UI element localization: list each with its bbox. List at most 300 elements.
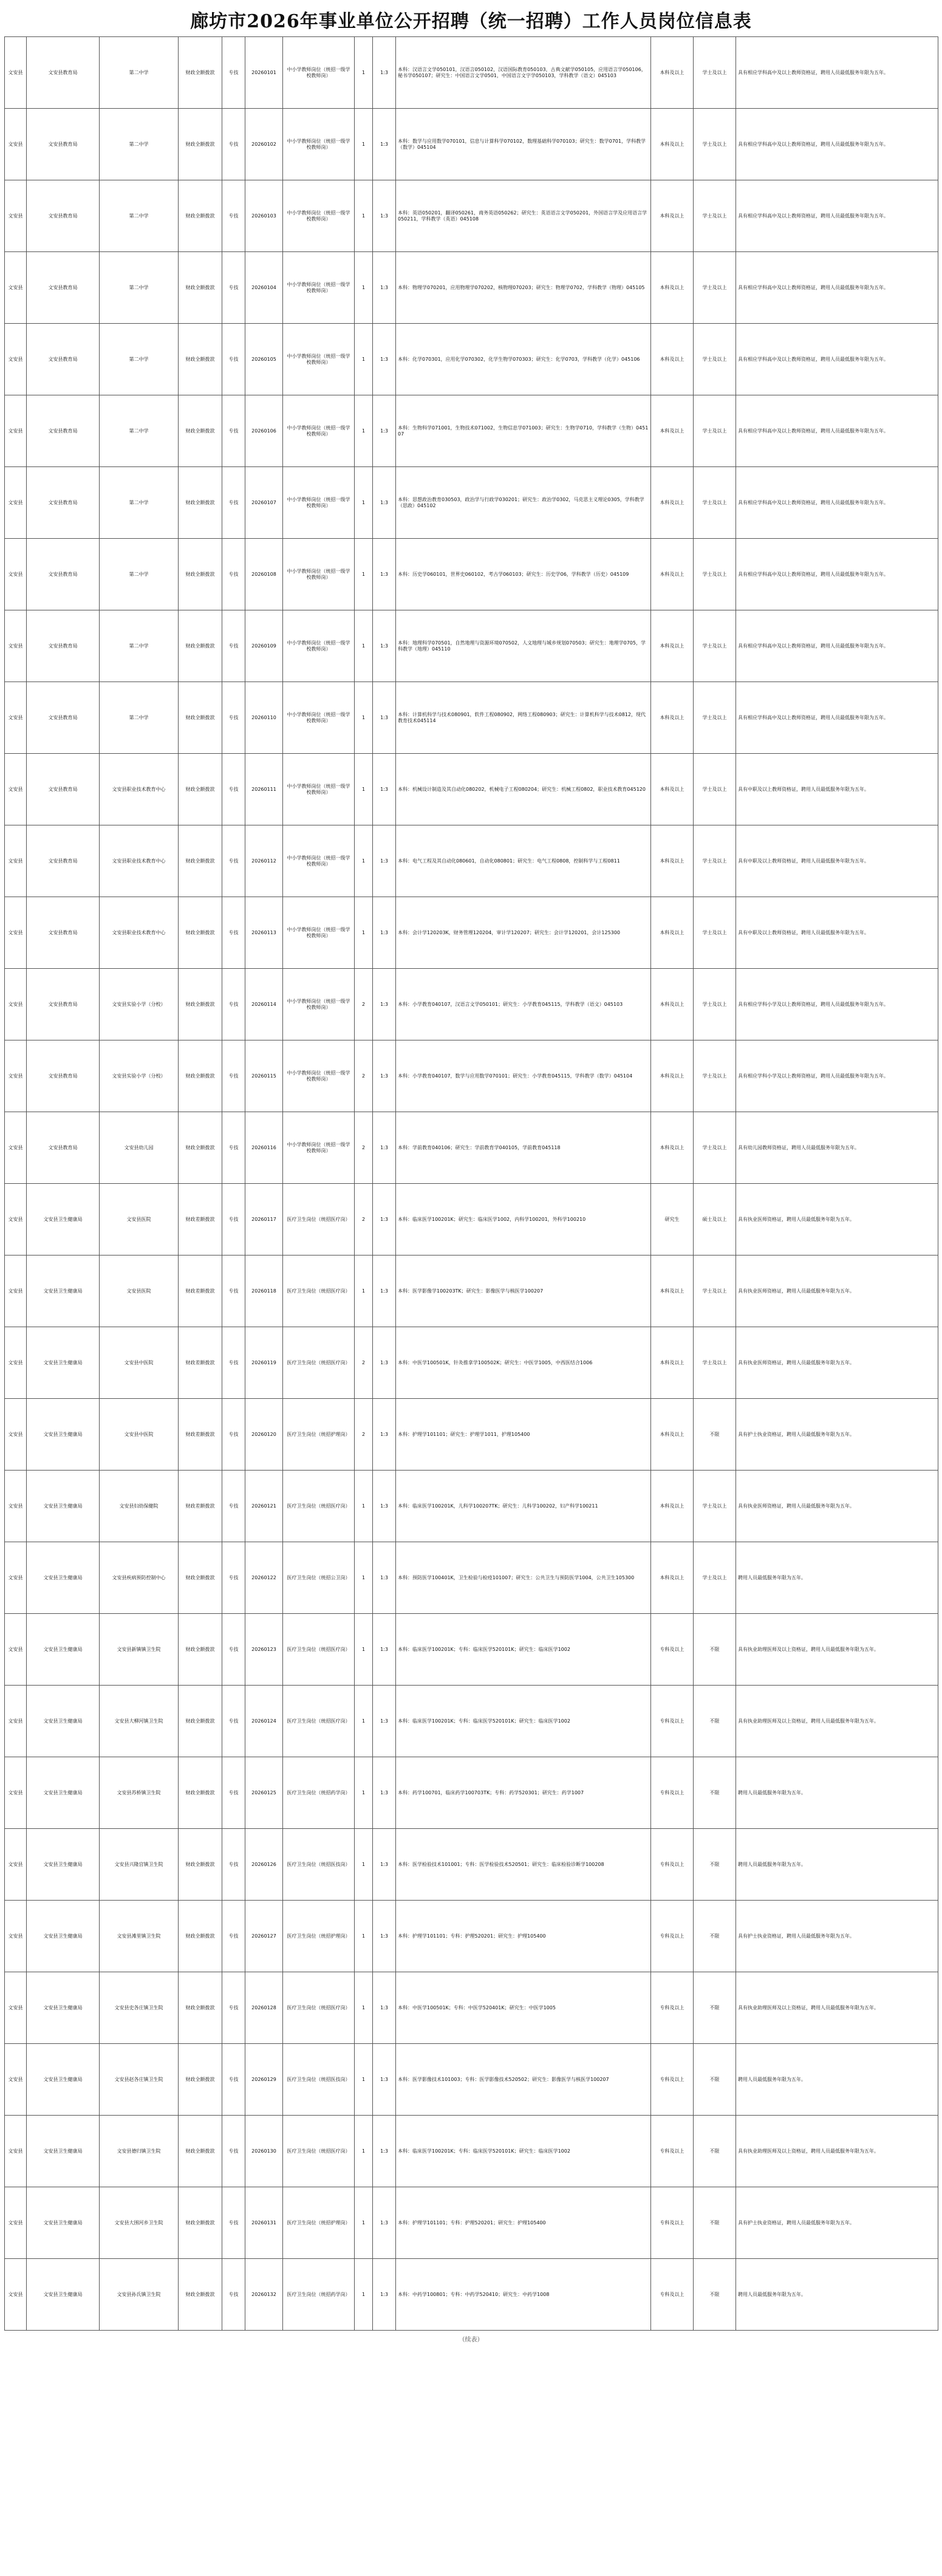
county-cell: 文安县 <box>5 969 27 1040</box>
funding-type-cell: 财政全额拨款 <box>179 897 222 969</box>
department-cell: 文安县教育局 <box>27 539 100 610</box>
unit-cell: 文安县中医院 <box>100 1399 179 1471</box>
post-type-cell: 专技 <box>222 395 245 467</box>
degree-cell: 不限 <box>694 1614 736 1686</box>
table-row <box>5 1542 938 1614</box>
education-cell: 本科及以上 <box>651 1256 694 1327</box>
post-code-cell: 20260107 <box>245 467 283 539</box>
other-requirements-cell: 具有中职及以上教师资格证，聘用人员最低服务年限为五年。 <box>736 897 938 969</box>
degree-cell: 学士及以上 <box>694 754 736 825</box>
post-category-cell: 医疗卫生岗位（统招公卫岗） <box>283 1542 355 1614</box>
unit-cell: 文安县德归镇卫生院 <box>100 2116 179 2187</box>
funding-type-cell: 财政全额拨款 <box>179 2187 222 2259</box>
education-cell: 本科及以上 <box>651 1112 694 1184</box>
funding-type-cell: 财政全额拨款 <box>179 2116 222 2187</box>
table-row <box>5 1327 938 1399</box>
funding-type-cell: 财政全额拨款 <box>179 1686 222 1757</box>
department-cell: 文安县教育局 <box>27 109 100 180</box>
post-code-cell: 20260119 <box>245 1327 283 1399</box>
table-row <box>5 1471 938 1542</box>
post-code-cell: 20260112 <box>245 825 283 897</box>
unit-cell: 文安县实验小学（分校） <box>100 969 179 1040</box>
county-cell: 文安县 <box>5 1399 27 1471</box>
other-requirements-cell: 具有相应学科高中及以上教师资格证，聘用人员最低服务年限为五年。 <box>736 395 938 467</box>
table-row <box>5 825 938 897</box>
post-type-cell: 专技 <box>222 467 245 539</box>
unit-cell: 文安县滩里镇卫生院 <box>100 1901 179 1972</box>
education-cell: 本科及以上 <box>651 897 694 969</box>
county-cell: 文安县 <box>5 2044 27 2116</box>
education-cell: 本科及以上 <box>651 1399 694 1471</box>
unit-cell: 第二中学 <box>100 109 179 180</box>
education-cell: 专科及以上 <box>651 2044 694 2116</box>
department-cell: 文安县教育局 <box>27 754 100 825</box>
post-category-cell: 中小学教师岗位（统招一级学校教师岗） <box>283 539 355 610</box>
department-cell: 文安县教育局 <box>27 1112 100 1184</box>
education-cell: 本科及以上 <box>651 682 694 754</box>
funding-type-cell: 财政全额拨款 <box>179 324 222 395</box>
major-requirement-cell: 本科：计算机科学与技术080901，软件工程080902，网络工程080903；研究生：计算机科学与技术0812，现代教育技术045114 <box>396 682 651 754</box>
post-code-cell: 20260123 <box>245 1614 283 1686</box>
unit-cell: 文安县医院 <box>100 1184 179 1256</box>
post-code-cell: 20260115 <box>245 1040 283 1112</box>
degree-cell: 学士及以上 <box>694 1327 736 1399</box>
unit-cell: 文安县赵各庄镇卫生院 <box>100 2044 179 2116</box>
county-cell: 文安县 <box>5 2187 27 2259</box>
ratio-cell: 1:3 <box>373 1542 396 1614</box>
post-category-cell: 中小学教师岗位（统招一级学校教师岗） <box>283 610 355 682</box>
headcount-cell: 1 <box>355 180 373 252</box>
degree-cell: 学士及以上 <box>694 467 736 539</box>
table-row <box>5 897 938 969</box>
post-type-cell: 专技 <box>222 324 245 395</box>
ratio-cell: 1:3 <box>373 754 396 825</box>
major-requirement-cell: 本科：物理学070201，应用物理学070202，核物理070203；研究生：物理学0702，学科教学（物理）045105 <box>396 252 651 324</box>
ratio-cell: 1:3 <box>373 467 396 539</box>
major-requirement-cell: 本科：学前教育040106；研究生：学前教育学040105，学前教育045118 <box>396 1112 651 1184</box>
other-requirements-cell: 具有幼儿园教师资格证，聘用人员最低服务年限为五年。 <box>736 1112 938 1184</box>
table-row <box>5 2187 938 2259</box>
table-row <box>5 2259 938 2331</box>
county-cell: 文安县 <box>5 324 27 395</box>
major-requirement-cell: 本科：汉语言文学050101，汉语言050102，汉语国际教育050103，古典文献学050105，应用语言学050106，秘书学050107；研究生：中国语言文学0501，中国语言文字学050103，学科教学（语文）045103 <box>396 37 651 109</box>
post-category-cell: 医疗卫生岗位（统招医疗岗） <box>283 1327 355 1399</box>
education-cell: 研究生 <box>651 1184 694 1256</box>
county-cell: 文安县 <box>5 180 27 252</box>
education-cell: 本科及以上 <box>651 37 694 109</box>
post-category-cell: 中小学教师岗位（统招一级学校教师岗） <box>283 754 355 825</box>
unit-cell: 文安县职业技术教育中心 <box>100 754 179 825</box>
degree-cell: 学士及以上 <box>694 1112 736 1184</box>
other-requirements-cell: 具有相应学科小学及以上教师资格证，聘用人员最低服务年限为五年。 <box>736 969 938 1040</box>
unit-cell: 第二中学 <box>100 467 179 539</box>
post-category-cell: 中小学教师岗位（统招一级学校教师岗） <box>283 1112 355 1184</box>
funding-type-cell: 财政全额拨款 <box>179 610 222 682</box>
table-row <box>5 1112 938 1184</box>
post-category-cell: 医疗卫生岗位（统招护理岗） <box>283 1399 355 1471</box>
headcount-cell: 1 <box>355 37 373 109</box>
major-requirement-cell: 本科：生物科学071001，生物技术071002，生物信息学071003；研究生：生物学0710，学科教学（生物）045107 <box>396 395 651 467</box>
unit-cell: 第二中学 <box>100 252 179 324</box>
table-row <box>5 467 938 539</box>
post-category-cell: 中小学教师岗位（统招一级学校教师岗） <box>283 252 355 324</box>
degree-cell: 不限 <box>694 1829 736 1901</box>
department-cell: 文安县教育局 <box>27 825 100 897</box>
county-cell: 文安县 <box>5 539 27 610</box>
major-requirement-cell: 本科：医学影像学100203TK；研究生：影像医学与核医学100207 <box>396 1256 651 1327</box>
county-cell: 文安县 <box>5 252 27 324</box>
degree-cell: 学士及以上 <box>694 1471 736 1542</box>
post-type-cell: 专技 <box>222 1972 245 2044</box>
table-row <box>5 1184 938 1256</box>
other-requirements-cell: 具有相应学科高中及以上教师资格证，聘用人员最低服务年限为五年。 <box>736 467 938 539</box>
ratio-cell: 1:3 <box>373 1471 396 1542</box>
county-cell: 文安县 <box>5 1972 27 2044</box>
post-code-cell: 20260108 <box>245 539 283 610</box>
funding-type-cell: 财政全额拨款 <box>179 1542 222 1614</box>
table-row <box>5 180 938 252</box>
post-type-cell: 专技 <box>222 1040 245 1112</box>
education-cell: 专科及以上 <box>651 2187 694 2259</box>
degree-cell: 不限 <box>694 2259 736 2331</box>
department-cell: 文安县教育局 <box>27 324 100 395</box>
post-type-cell: 专技 <box>222 825 245 897</box>
post-category-cell: 医疗卫生岗位（统招药学岗） <box>283 1757 355 1829</box>
post-category-cell: 中小学教师岗位（统招一级学校教师岗） <box>283 324 355 395</box>
post-type-cell: 专技 <box>222 1327 245 1399</box>
post-type-cell: 专技 <box>222 1471 245 1542</box>
post-code-cell: 20260102 <box>245 109 283 180</box>
headcount-cell: 1 <box>355 395 373 467</box>
ratio-cell: 1:3 <box>373 682 396 754</box>
degree-cell: 学士及以上 <box>694 825 736 897</box>
table-row <box>5 1256 938 1327</box>
county-cell: 文安县 <box>5 1542 27 1614</box>
degree-cell: 学士及以上 <box>694 37 736 109</box>
degree-cell: 学士及以上 <box>694 610 736 682</box>
major-requirement-cell: 本科：医学影像技术101003；专科：医学影像技术520502；研究生：影像医学与核医学100207 <box>396 2044 651 2116</box>
county-cell: 文安县 <box>5 37 27 109</box>
department-cell: 文安县卫生健康局 <box>27 1542 100 1614</box>
other-requirements-cell: 具有执业助理医师及以上资格证，聘用人员最低服务年限为五年。 <box>736 1972 938 2044</box>
funding-type-cell: 财政全额拨款 <box>179 2259 222 2331</box>
major-requirement-cell: 本科：英语050201，翻译050261，商务英语050262；研究生：英语语言文学050201，外国语言学及应用语言学050211，学科教学（英语）045108 <box>396 180 651 252</box>
degree-cell: 不限 <box>694 1901 736 1972</box>
other-requirements-cell: 具有护士执业资格证，聘用人员最低服务年限为五年。 <box>736 1399 938 1471</box>
post-type-cell: 专技 <box>222 539 245 610</box>
post-code-cell: 20260105 <box>245 324 283 395</box>
county-cell: 文安县 <box>5 1112 27 1184</box>
post-type-cell: 专技 <box>222 1686 245 1757</box>
county-cell: 文安县 <box>5 1614 27 1686</box>
headcount-cell: 1 <box>355 610 373 682</box>
funding-type-cell: 财政全额拨款 <box>179 37 222 109</box>
major-requirement-cell: 本科：药学100701，临床药学100703TK；专科：药学520301；研究生：药学1007 <box>396 1757 651 1829</box>
table-row <box>5 610 938 682</box>
unit-cell: 文安县大围河乡卫生院 <box>100 2187 179 2259</box>
post-category-cell: 医疗卫生岗位（统招医技岗） <box>283 1829 355 1901</box>
department-cell: 文安县教育局 <box>27 897 100 969</box>
post-type-cell: 专技 <box>222 1399 245 1471</box>
education-cell: 专科及以上 <box>651 1757 694 1829</box>
post-type-cell: 专技 <box>222 682 245 754</box>
funding-type-cell: 财政全额拨款 <box>179 1040 222 1112</box>
department-cell: 文安县卫生健康局 <box>27 2259 100 2331</box>
post-type-cell: 专技 <box>222 1829 245 1901</box>
post-code-cell: 20260132 <box>245 2259 283 2331</box>
education-cell: 专科及以上 <box>651 2259 694 2331</box>
ratio-cell: 1:3 <box>373 1184 396 1256</box>
post-category-cell: 医疗卫生岗位（统招药学岗） <box>283 2259 355 2331</box>
post-type-cell: 专技 <box>222 2187 245 2259</box>
post-code-cell: 20260101 <box>245 37 283 109</box>
ratio-cell: 1:3 <box>373 1327 396 1399</box>
headcount-cell: 1 <box>355 1471 373 1542</box>
headcount-cell: 1 <box>355 1542 373 1614</box>
department-cell: 文安县教育局 <box>27 1040 100 1112</box>
county-cell: 文安县 <box>5 1901 27 1972</box>
post-category-cell: 中小学教师岗位（统招一级学校教师岗） <box>283 109 355 180</box>
ratio-cell: 1:3 <box>373 539 396 610</box>
headcount-cell: 1 <box>355 897 373 969</box>
county-cell: 文安县 <box>5 1327 27 1399</box>
headcount-cell: 2 <box>355 1327 373 1399</box>
headcount-cell: 1 <box>355 682 373 754</box>
degree-cell: 学士及以上 <box>694 539 736 610</box>
post-category-cell: 医疗卫生岗位（统招医技岗） <box>283 2044 355 2116</box>
funding-type-cell: 财政差额拨款 <box>179 1184 222 1256</box>
unit-cell: 文安县职业技术教育中心 <box>100 897 179 969</box>
major-requirement-cell: 本科：临床医学100201K；专科：临床医学520101K；研究生：临床医学1002 <box>396 2116 651 2187</box>
table-row <box>5 1614 938 1686</box>
ratio-cell: 1:3 <box>373 2044 396 2116</box>
unit-cell: 第二中学 <box>100 180 179 252</box>
post-category-cell: 医疗卫生岗位（统招医疗岗） <box>283 1256 355 1327</box>
county-cell: 文安县 <box>5 682 27 754</box>
education-cell: 本科及以上 <box>651 180 694 252</box>
department-cell: 文安县教育局 <box>27 37 100 109</box>
continuation-note: （续表） <box>459 2337 483 2343</box>
table-row <box>5 252 938 324</box>
post-code-cell: 20260129 <box>245 2044 283 2116</box>
education-cell: 本科及以上 <box>651 539 694 610</box>
headcount-cell: 1 <box>355 1829 373 1901</box>
headcount-cell: 1 <box>355 2259 373 2331</box>
department-cell: 文安县卫生健康局 <box>27 1686 100 1757</box>
department-cell: 文安县卫生健康局 <box>27 1399 100 1471</box>
education-cell: 专科及以上 <box>651 1972 694 2044</box>
unit-cell: 第二中学 <box>100 395 179 467</box>
funding-type-cell: 财政全额拨款 <box>179 1112 222 1184</box>
funding-type-cell: 财政全额拨款 <box>179 539 222 610</box>
table-row <box>5 1686 938 1757</box>
unit-cell: 文安县新镇镇卫生院 <box>100 1614 179 1686</box>
department-cell: 文安县卫生健康局 <box>27 1256 100 1327</box>
county-cell: 文安县 <box>5 1184 27 1256</box>
headcount-cell: 1 <box>355 1256 373 1327</box>
degree-cell: 不限 <box>694 2187 736 2259</box>
unit-cell: 文安县职业技术教育中心 <box>100 825 179 897</box>
post-code-cell: 20260125 <box>245 1757 283 1829</box>
department-cell: 文安县教育局 <box>27 395 100 467</box>
major-requirement-cell: 本科：护理学101101；专科：护理520201；研究生：护理105400 <box>396 1901 651 1972</box>
ratio-cell: 1:3 <box>373 969 396 1040</box>
unit-cell: 文安县大柳河镇卫生院 <box>100 1686 179 1757</box>
education-cell: 专科及以上 <box>651 2116 694 2187</box>
post-type-cell: 专技 <box>222 969 245 1040</box>
major-requirement-cell: 本科：护理学101101；研究生：护理学1011，护理105400 <box>396 1399 651 1471</box>
post-type-cell: 专技 <box>222 1112 245 1184</box>
unit-cell: 文安县兴隆宫镇卫生院 <box>100 1829 179 1901</box>
post-type-cell: 专技 <box>222 897 245 969</box>
major-requirement-cell: 本科：中医学100501K，针灸推拿学100502K；研究生：中医学1005，中西医结合1006 <box>396 1327 651 1399</box>
degree-cell: 学士及以上 <box>694 969 736 1040</box>
department-cell: 文安县卫生健康局 <box>27 1614 100 1686</box>
post-type-cell: 专技 <box>222 754 245 825</box>
post-category-cell: 中小学教师岗位（统招一级学校教师岗） <box>283 467 355 539</box>
post-code-cell: 20260113 <box>245 897 283 969</box>
major-requirement-cell: 本科：化学070301，应用化学070302，化学生物学070303；研究生：化学0703，学科教学（化学）045106 <box>396 324 651 395</box>
post-category-cell: 医疗卫生岗位（统招医疗岗） <box>283 1471 355 1542</box>
education-cell: 本科及以上 <box>651 969 694 1040</box>
education-cell: 本科及以上 <box>651 825 694 897</box>
headcount-cell: 1 <box>355 109 373 180</box>
other-requirements-cell: 具有执业助理医师及以上资格证，聘用人员最低服务年限为五年。 <box>736 1614 938 1686</box>
degree-cell: 学士及以上 <box>694 682 736 754</box>
post-code-cell: 20260120 <box>245 1399 283 1471</box>
ratio-cell: 1:3 <box>373 897 396 969</box>
county-cell: 文安县 <box>5 1686 27 1757</box>
headcount-cell: 1 <box>355 2116 373 2187</box>
department-cell: 文安县教育局 <box>27 467 100 539</box>
ratio-cell: 1:3 <box>373 252 396 324</box>
funding-type-cell: 财政全额拨款 <box>179 754 222 825</box>
post-code-cell: 20260122 <box>245 1542 283 1614</box>
ratio-cell: 1:3 <box>373 1040 396 1112</box>
degree-cell: 学士及以上 <box>694 252 736 324</box>
ratio-cell: 1:3 <box>373 1972 396 2044</box>
degree-cell: 学士及以上 <box>694 395 736 467</box>
ratio-cell: 1:3 <box>373 395 396 467</box>
department-cell: 文安县教育局 <box>27 682 100 754</box>
post-category-cell: 医疗卫生岗位（统招医疗岗） <box>283 1614 355 1686</box>
funding-type-cell: 财政全额拨款 <box>179 109 222 180</box>
post-type-cell: 专技 <box>222 1256 245 1327</box>
post-type-cell: 专技 <box>222 2259 245 2331</box>
funding-type-cell: 财政全额拨款 <box>179 1614 222 1686</box>
other-requirements-cell: 具有相应学科高中及以上教师资格证，聘用人员最低服务年限为五年。 <box>736 109 938 180</box>
degree-cell: 学士及以上 <box>694 109 736 180</box>
ratio-cell: 1:3 <box>373 2187 396 2259</box>
unit-cell: 文安县史各庄镇卫生院 <box>100 1972 179 2044</box>
post-category-cell: 中小学教师岗位（统招一级学校教师岗） <box>283 1040 355 1112</box>
ratio-cell: 1:3 <box>373 37 396 109</box>
county-cell: 文安县 <box>5 2259 27 2331</box>
ratio-cell: 1:3 <box>373 2259 396 2331</box>
unit-cell: 第二中学 <box>100 610 179 682</box>
table-row <box>5 1901 938 1972</box>
other-requirements-cell: 具有相应学科小学及以上教师资格证，聘用人员最低服务年限为五年。 <box>736 1040 938 1112</box>
other-requirements-cell: 聘用人员最低服务年限为五年。 <box>736 2259 938 2331</box>
unit-cell: 文安县医院 <box>100 1256 179 1327</box>
unit-cell: 文安县中医院 <box>100 1327 179 1399</box>
post-code-cell: 20260110 <box>245 682 283 754</box>
major-requirement-cell: 本科：临床医学100201K，儿科学100207TK；研究生：儿科学100202，妇产科学100211 <box>396 1471 651 1542</box>
education-cell: 本科及以上 <box>651 754 694 825</box>
department-cell: 文安县卫生健康局 <box>27 1184 100 1256</box>
education-cell: 本科及以上 <box>651 467 694 539</box>
degree-cell: 学士及以上 <box>694 324 736 395</box>
table-row <box>5 1972 938 2044</box>
degree-cell: 学士及以上 <box>694 897 736 969</box>
education-cell: 本科及以上 <box>651 1471 694 1542</box>
department-cell: 文安县卫生健康局 <box>27 1829 100 1901</box>
funding-type-cell: 财政差额拨款 <box>179 1399 222 1471</box>
other-requirements-cell: 具有执业医师资格证，聘用人员最低服务年限为五年。 <box>736 1471 938 1542</box>
post-code-cell: 20260131 <box>245 2187 283 2259</box>
unit-cell: 第二中学 <box>100 682 179 754</box>
post-category-cell: 医疗卫生岗位（统招医疗岗） <box>283 1972 355 2044</box>
post-code-cell: 20260116 <box>245 1112 283 1184</box>
post-type-cell: 专技 <box>222 2116 245 2187</box>
post-type-cell: 专技 <box>222 252 245 324</box>
headcount-cell: 1 <box>355 2187 373 2259</box>
table-row <box>5 682 938 754</box>
ratio-cell: 1:3 <box>373 2116 396 2187</box>
other-requirements-cell: 具有相应学科高中及以上教师资格证，聘用人员最低服务年限为五年。 <box>736 682 938 754</box>
ratio-cell: 1:3 <box>373 1256 396 1327</box>
post-category-cell: 中小学教师岗位（统招一级学校教师岗） <box>283 395 355 467</box>
other-requirements-cell: 具有相应学科高中及以上教师资格证，聘用人员最低服务年限为五年。 <box>736 252 938 324</box>
other-requirements-cell: 具有中职及以上教师资格证，聘用人员最低服务年限为五年。 <box>736 825 938 897</box>
post-type-cell: 专技 <box>222 2044 245 2116</box>
department-cell: 文安县教育局 <box>27 610 100 682</box>
degree-cell: 学士及以上 <box>694 180 736 252</box>
ratio-cell: 1:3 <box>373 1829 396 1901</box>
other-requirements-cell: 具有相应学科高中及以上教师资格证，聘用人员最低服务年限为五年。 <box>736 37 938 109</box>
county-cell: 文安县 <box>5 1256 27 1327</box>
unit-cell: 文安县妇幼保健院 <box>100 1471 179 1542</box>
education-cell: 本科及以上 <box>651 1327 694 1399</box>
headcount-cell: 2 <box>355 1112 373 1184</box>
table-row <box>5 1757 938 1829</box>
other-requirements-cell: 具有护士执业资格证，聘用人员最低服务年限为五年。 <box>736 2187 938 2259</box>
county-cell: 文安县 <box>5 2116 27 2187</box>
headcount-cell: 1 <box>355 754 373 825</box>
funding-type-cell: 财政全额拨款 <box>179 1829 222 1901</box>
other-requirements-cell: 聘用人员最低服务年限为五年。 <box>736 1829 938 1901</box>
county-cell: 文安县 <box>5 395 27 467</box>
unit-cell: 文安县疾病预防控制中心 <box>100 1542 179 1614</box>
department-cell: 文安县卫生健康局 <box>27 1327 100 1399</box>
degree-cell: 不限 <box>694 1972 736 2044</box>
table-row <box>5 109 938 180</box>
major-requirement-cell: 本科：医学检验技术101001；专科：医学检验技术520501；研究生：临床检验诊断学100208 <box>396 1829 651 1901</box>
other-requirements-cell: 具有相应学科高中及以上教师资格证，聘用人员最低服务年限为五年。 <box>736 539 938 610</box>
post-code-cell: 20260128 <box>245 1972 283 2044</box>
table-row <box>5 539 938 610</box>
county-cell: 文安县 <box>5 1040 27 1112</box>
headcount-cell: 1 <box>355 324 373 395</box>
post-type-cell: 专技 <box>222 1757 245 1829</box>
funding-type-cell: 财政全额拨款 <box>179 395 222 467</box>
major-requirement-cell: 本科：临床医学100201K；研究生：临床医学1002，内科学100201，外科学100210 <box>396 1184 651 1256</box>
county-cell: 文安县 <box>5 109 27 180</box>
ratio-cell: 1:3 <box>373 1112 396 1184</box>
unit-cell: 第二中学 <box>100 324 179 395</box>
education-cell: 本科及以上 <box>651 324 694 395</box>
funding-type-cell: 财政全额拨款 <box>179 2044 222 2116</box>
